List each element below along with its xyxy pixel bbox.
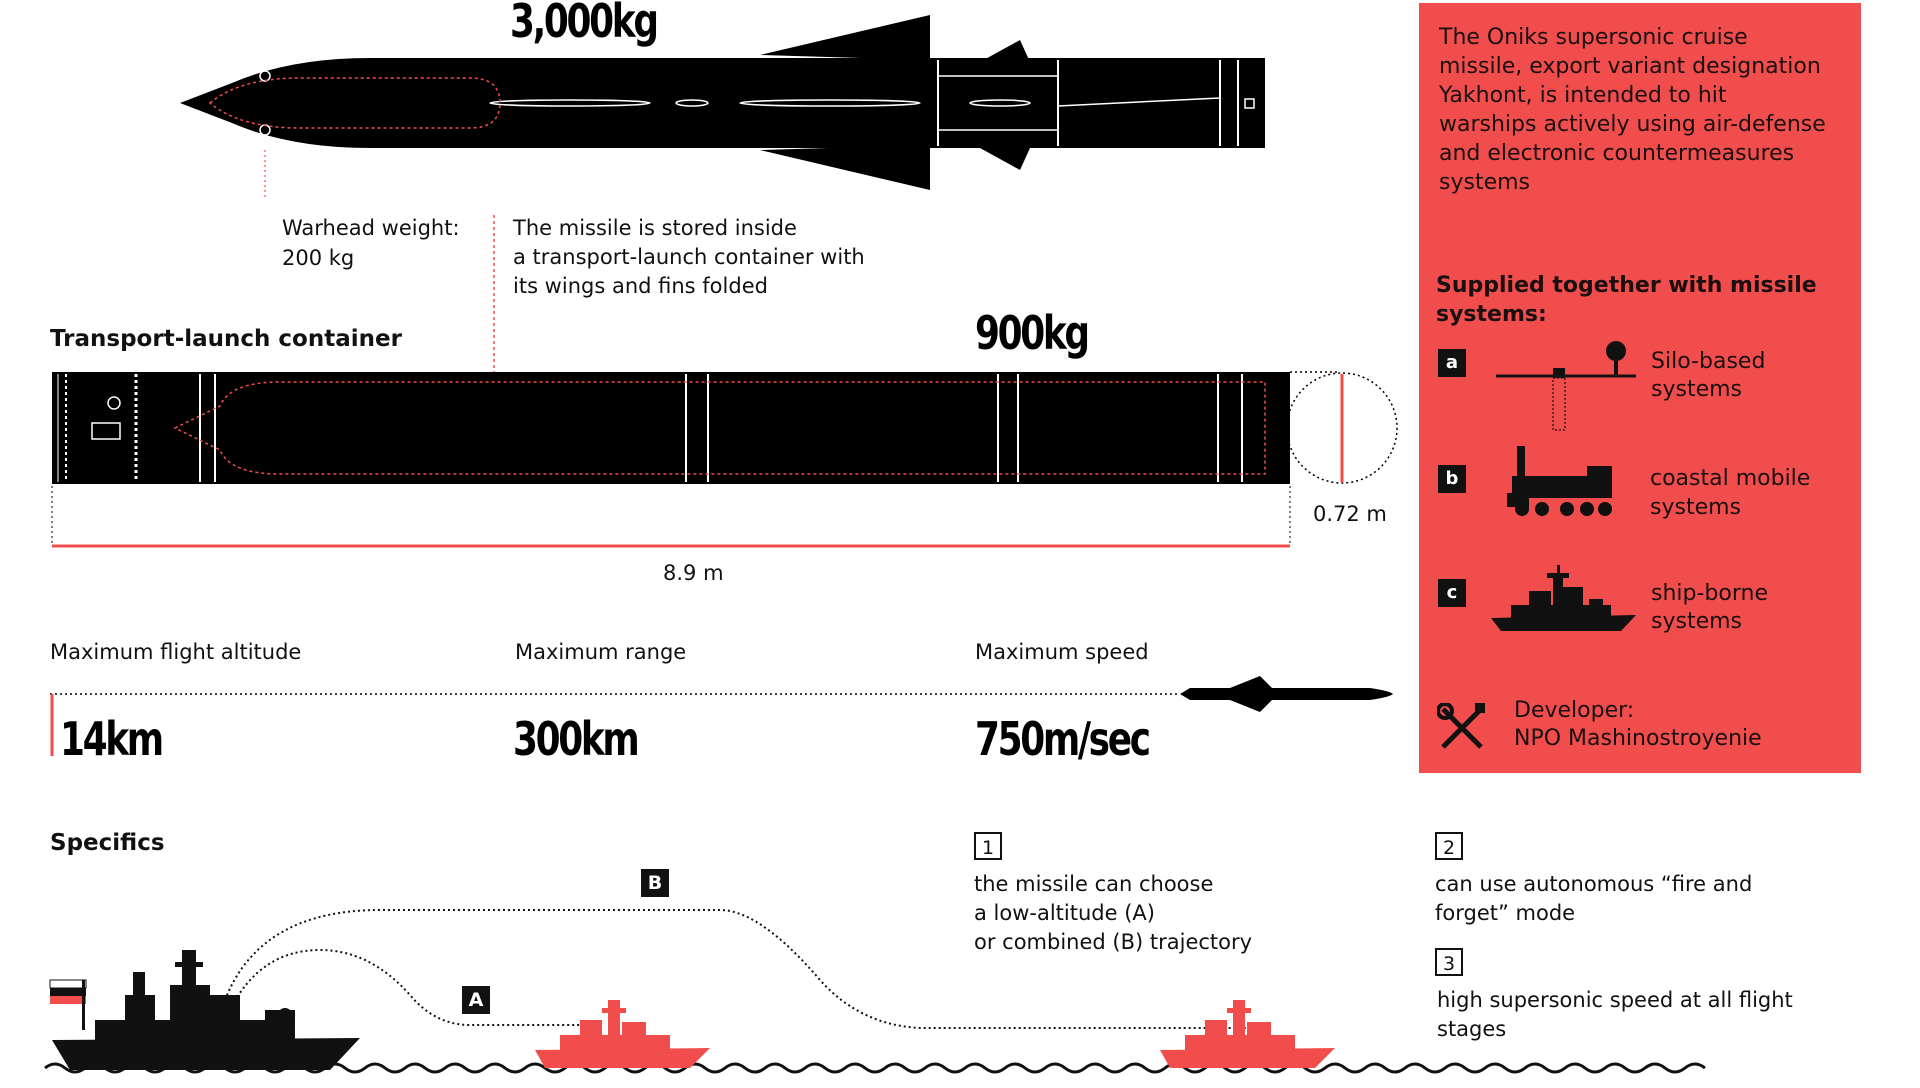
stats-divider	[50, 676, 1400, 762]
silo-icon	[1491, 333, 1641, 433]
system-a-line-1: Silo-based	[1651, 349, 1766, 374]
panel-intro-3: Yakhont, is intended to hit	[1439, 83, 1727, 108]
trajectory-b-label: B	[641, 869, 669, 897]
point-1-line-1: the missile can choose	[974, 872, 1214, 896]
storage-note-line-1: The missile is stored inside	[513, 216, 797, 240]
point-3-number: 3	[1435, 948, 1463, 976]
system-badge-b: b	[1438, 465, 1466, 493]
container-diameter: 0.72 m	[1313, 502, 1387, 526]
point-1-line-2: a low-altitude (A)	[974, 901, 1155, 925]
point-2-line-2: forget” mode	[1435, 901, 1576, 925]
system-badge-c: c	[1438, 579, 1466, 607]
warship-icon	[1491, 563, 1641, 633]
panel-intro-4: warships actively using air-defense	[1439, 112, 1826, 137]
missile-small-icon	[1180, 676, 1393, 712]
stat-value-altitude: 14km	[60, 712, 162, 766]
point-1-line-3: or combined (B) trajectory	[974, 930, 1253, 954]
system-b-line-1: coastal mobile	[1650, 466, 1811, 491]
truck-launcher-icon	[1507, 441, 1617, 521]
system-c-line-1: ship-borne	[1651, 581, 1768, 606]
container-illustration	[50, 368, 1410, 548]
trajectory-a-label: A	[462, 986, 490, 1014]
point-2-number: 2	[1435, 832, 1463, 860]
supplied-heading-1: Supplied together with missile	[1436, 273, 1817, 298]
container-length: 8.9 m	[663, 561, 724, 585]
specifics-title: Specifics	[50, 830, 165, 856]
point-3-line-2: stages	[1437, 1017, 1507, 1041]
developer-name: NPO Mashinostroyenie	[1514, 726, 1762, 751]
system-b-line-2: systems	[1650, 495, 1741, 520]
system-a-line-2: systems	[1651, 377, 1742, 402]
warhead-value: 200 kg	[282, 246, 355, 270]
stat-label-range: Maximum range	[515, 640, 687, 664]
container-weight: 900kg	[975, 306, 1088, 360]
system-c-line-2: systems	[1651, 609, 1742, 634]
trajectory-scene	[40, 900, 1850, 1080]
target-ship-icon	[1160, 1000, 1335, 1068]
storage-note-line-2: a transport-launch container with	[513, 245, 865, 269]
panel-intro-1: The Oniks supersonic cruise	[1439, 25, 1748, 50]
launch-ship-icon	[52, 950, 360, 1070]
panel-intro-5: and electronic countermeasures	[1439, 141, 1795, 166]
point-2-line-1: can use autonomous “fire and	[1435, 872, 1753, 896]
stat-value-speed: 750m/sec	[975, 712, 1149, 766]
panel-intro-6: systems	[1439, 170, 1530, 195]
storage-leader-line	[492, 215, 496, 385]
stat-value-range: 300km	[513, 712, 638, 766]
point-3-line-1: high supersonic speed at all flight	[1437, 988, 1793, 1012]
storage-note-line-3: its wings and fins folded	[513, 274, 768, 298]
system-badge-a: a	[1438, 349, 1466, 377]
info-panel	[1419, 3, 1861, 773]
supplied-heading-2: systems:	[1436, 302, 1547, 327]
stat-label-speed: Maximum speed	[975, 640, 1149, 664]
developer-label: Developer:	[1514, 698, 1635, 723]
stat-label-altitude: Maximum flight altitude	[50, 640, 302, 664]
missile-illustration	[170, 10, 1280, 200]
missile-weight: 3,000kg	[510, 0, 657, 48]
panel-intro-2: missile, export variant designation	[1439, 54, 1821, 79]
russian-flag-icon	[50, 980, 86, 1030]
point-1-number: 1	[974, 832, 1002, 860]
container-title: Transport-launch container	[50, 326, 402, 352]
target-ship-icon	[535, 1000, 710, 1068]
wrench-screwdriver-icon	[1437, 703, 1487, 753]
warhead-label: Warhead weight:	[282, 216, 460, 240]
